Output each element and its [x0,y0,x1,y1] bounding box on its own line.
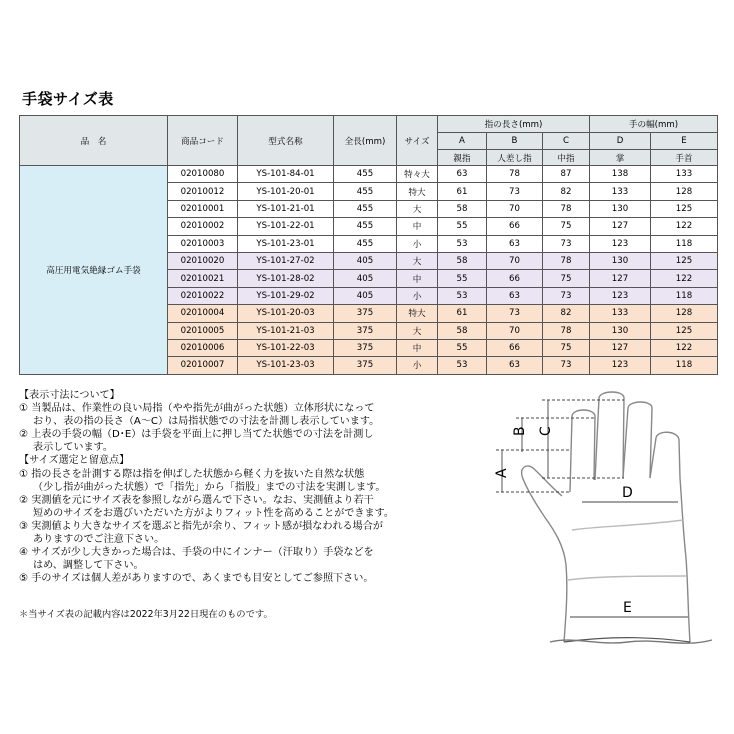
cell-model: YS-101-28-02 [238,270,334,287]
cell-c: 82 [543,183,590,200]
header-index: 人差し指 [487,150,543,166]
cell-c: 75 [543,339,590,356]
cell-model: YS-101-23-01 [238,235,334,252]
cell-size: 特々大 [397,166,438,183]
header-wrist: 手首 [651,150,718,166]
page-title: 手袋サイズ表 [22,90,114,108]
cell-a: 63 [438,166,487,183]
cell-size: 特大 [397,305,438,322]
cell-length: 375 [334,357,397,374]
cell-b: 66 [487,270,543,287]
header-middle: 中指 [543,150,590,166]
cell-code: 02010005 [168,322,238,339]
header-model: 型式名称 [238,116,334,166]
header-letter-c: C [543,133,590,150]
cell-d: 133 [590,305,651,322]
note-line: ② 実測値を元にサイズ表を参照しながら選んで下さい。なお、実測値より若干 [19,494,374,506]
cell-c: 75 [543,270,590,287]
cell-length: 455 [334,183,397,200]
cell-model: YS-101-22-03 [238,339,334,356]
cell-length: 405 [334,287,397,304]
cell-a: 55 [438,339,487,356]
cell-a: 53 [438,287,487,304]
cell-code: 02010004 [168,305,238,322]
cell-length: 455 [334,166,397,183]
cell-d: 130 [590,322,651,339]
cell-d: 127 [590,270,651,287]
cell-c: 75 [543,218,590,235]
cell-size: 中 [397,218,438,235]
cell-c: 87 [543,166,590,183]
cell-code: 02010021 [168,270,238,287]
cell-length: 405 [334,270,397,287]
header-letter-a: A [438,133,487,150]
cell-code: 02010022 [168,287,238,304]
cell-code: 02010001 [168,200,238,217]
cell-length: 375 [334,322,397,339]
cell-d: 127 [590,339,651,356]
header-size: サイズ [397,116,438,166]
header-palm: 掌 [590,150,651,166]
product-name: 高圧用電気絶縁ゴム手袋 [20,166,168,375]
cell-b: 73 [487,305,543,322]
cell-e: 125 [651,200,718,217]
cell-a: 55 [438,218,487,235]
note-line: 【サイズ選定と留意点】 [19,455,130,467]
cell-code: 02010020 [168,252,238,269]
cell-b: 63 [487,357,543,374]
header-thumb: 親指 [438,150,487,166]
cell-e: 118 [651,235,718,252]
cell-c: 82 [543,305,590,322]
note-line: 短めのサイズをお選びいただいた方がよりフィット性を高めることができます。 [33,507,394,519]
header-letter-d: D [590,133,651,150]
cell-size: 特大 [397,183,438,200]
cell-e: 125 [651,322,718,339]
cell-size: 中 [397,270,438,287]
cell-e: 128 [651,305,718,322]
cell-length: 375 [334,339,397,356]
header-length: 全長(mm) [334,116,397,166]
cell-code: 02010003 [168,235,238,252]
size-table [19,115,718,375]
glove-diagram-svg [478,380,718,658]
note-line: 表示しています。 [33,442,113,454]
cell-model: YS-101-22-01 [238,218,334,235]
cell-b: 63 [487,235,543,252]
header-finger-length: 指の長さ(mm) [438,116,590,133]
cell-size: 大 [397,200,438,217]
cell-b: 70 [487,200,543,217]
cell-model: YS-101-21-03 [238,322,334,339]
note-line: ④ サイズが少し大きかった場合は、手袋の中にインナー（汗取り）手袋などを [19,547,374,559]
cell-a: 53 [438,357,487,374]
cell-model: YS-101-21-01 [238,200,334,217]
header-letter-e: E [651,133,718,150]
note-line: （少し指が曲がった状態）で「指先」から「指股」までの寸法を実測します。 [33,481,386,493]
table-row [20,166,718,183]
cell-e: 118 [651,287,718,304]
label-d: D [622,485,633,501]
cell-d: 123 [590,287,651,304]
label-a: A [494,468,510,478]
cell-a: 61 [438,305,487,322]
cell-e: 122 [651,339,718,356]
label-e: E [623,600,632,616]
cell-b: 78 [487,166,543,183]
cell-c: 78 [543,200,590,217]
cell-a: 58 [438,252,487,269]
header-product: 品 名 [20,116,168,166]
label-c: C [538,426,554,436]
note-line: ③ 実測値より大きなサイズを選ぶと指先が余り、フィット感が損なわれる場合が [19,520,383,532]
cell-size: 大 [397,252,438,269]
cell-c: 73 [543,357,590,374]
cell-d: 123 [590,357,651,374]
cell-e: 118 [651,357,718,374]
cell-c: 73 [543,287,590,304]
cell-d: 133 [590,183,651,200]
cell-a: 58 [438,200,487,217]
cell-a: 53 [438,235,487,252]
note-line: ⑤ 手のサイズは個人差がありますので、あくまでも目安としてご参照下さい。 [19,573,374,585]
note-line: ① 当製品は、作業性の良い局指（やや指先が曲がった状態）立体形状になって [19,403,375,415]
cell-b: 70 [487,252,543,269]
cell-e: 125 [651,252,718,269]
cell-d: 123 [590,235,651,252]
cell-model: YS-101-27-02 [238,252,334,269]
cell-length: 455 [334,235,397,252]
note-line: 【表示寸法について】 [19,390,120,401]
cell-b: 63 [487,287,543,304]
glove-diagram [478,380,718,658]
cell-size: 小 [397,235,438,252]
cell-model: YS-101-29-02 [238,287,334,304]
cell-b: 73 [487,183,543,200]
cell-e: 122 [651,270,718,287]
cell-e: 133 [651,166,718,183]
cell-b: 70 [487,322,543,339]
cell-code: 02010080 [168,166,238,183]
cell-c: 78 [543,252,590,269]
cell-code: 02010012 [168,183,238,200]
note-line: おり、表の指の長さ（A～C）は局指状態での寸法を計測し表示しています。 [33,416,380,428]
cell-c: 73 [543,235,590,252]
cell-size: 大 [397,322,438,339]
cell-size: 中 [397,339,438,356]
footnote: ＊当サイズ表の記載内容は2022年3月22日現在のものです。 [19,609,273,620]
cell-size: 小 [397,357,438,374]
note-line: ② 上表の手袋の幅（D･E）は手袋を平面上に押し当てた状態での寸法を計測し [19,429,374,441]
cell-e: 122 [651,218,718,235]
cell-d: 130 [590,252,651,269]
cell-size: 小 [397,287,438,304]
cell-code: 02010006 [168,339,238,356]
header-letter-b: B [487,133,543,150]
cell-a: 61 [438,183,487,200]
cell-a: 58 [438,322,487,339]
note-line: ① 指の長さを計測する際は指を伸ばした状態から軽く力を抜いた自然な状態 [19,468,365,480]
header-code: 商品コード [168,116,238,166]
cell-c: 78 [543,322,590,339]
cell-length: 375 [334,305,397,322]
cell-b: 66 [487,218,543,235]
cell-d: 130 [590,200,651,217]
notes-section [19,389,409,585]
cell-d: 138 [590,166,651,183]
cell-length: 405 [334,252,397,269]
cell-code: 02010007 [168,357,238,374]
note-line: はめ、調整して下さい。 [33,560,144,572]
cell-e: 128 [651,183,718,200]
cell-length: 455 [334,200,397,217]
cell-model: YS-101-84-01 [238,166,334,183]
cell-a: 55 [438,270,487,287]
cell-code: 02010002 [168,218,238,235]
label-b: B [512,426,528,436]
cell-model: YS-101-23-03 [238,357,334,374]
note-line: ありますのでご注意下さい。 [33,534,165,546]
header-hand-width: 手の幅(mm) [590,116,718,133]
cell-model: YS-101-20-03 [238,305,334,322]
cell-b: 66 [487,339,543,356]
cell-d: 127 [590,218,651,235]
cell-length: 455 [334,218,397,235]
cell-model: YS-101-20-01 [238,183,334,200]
